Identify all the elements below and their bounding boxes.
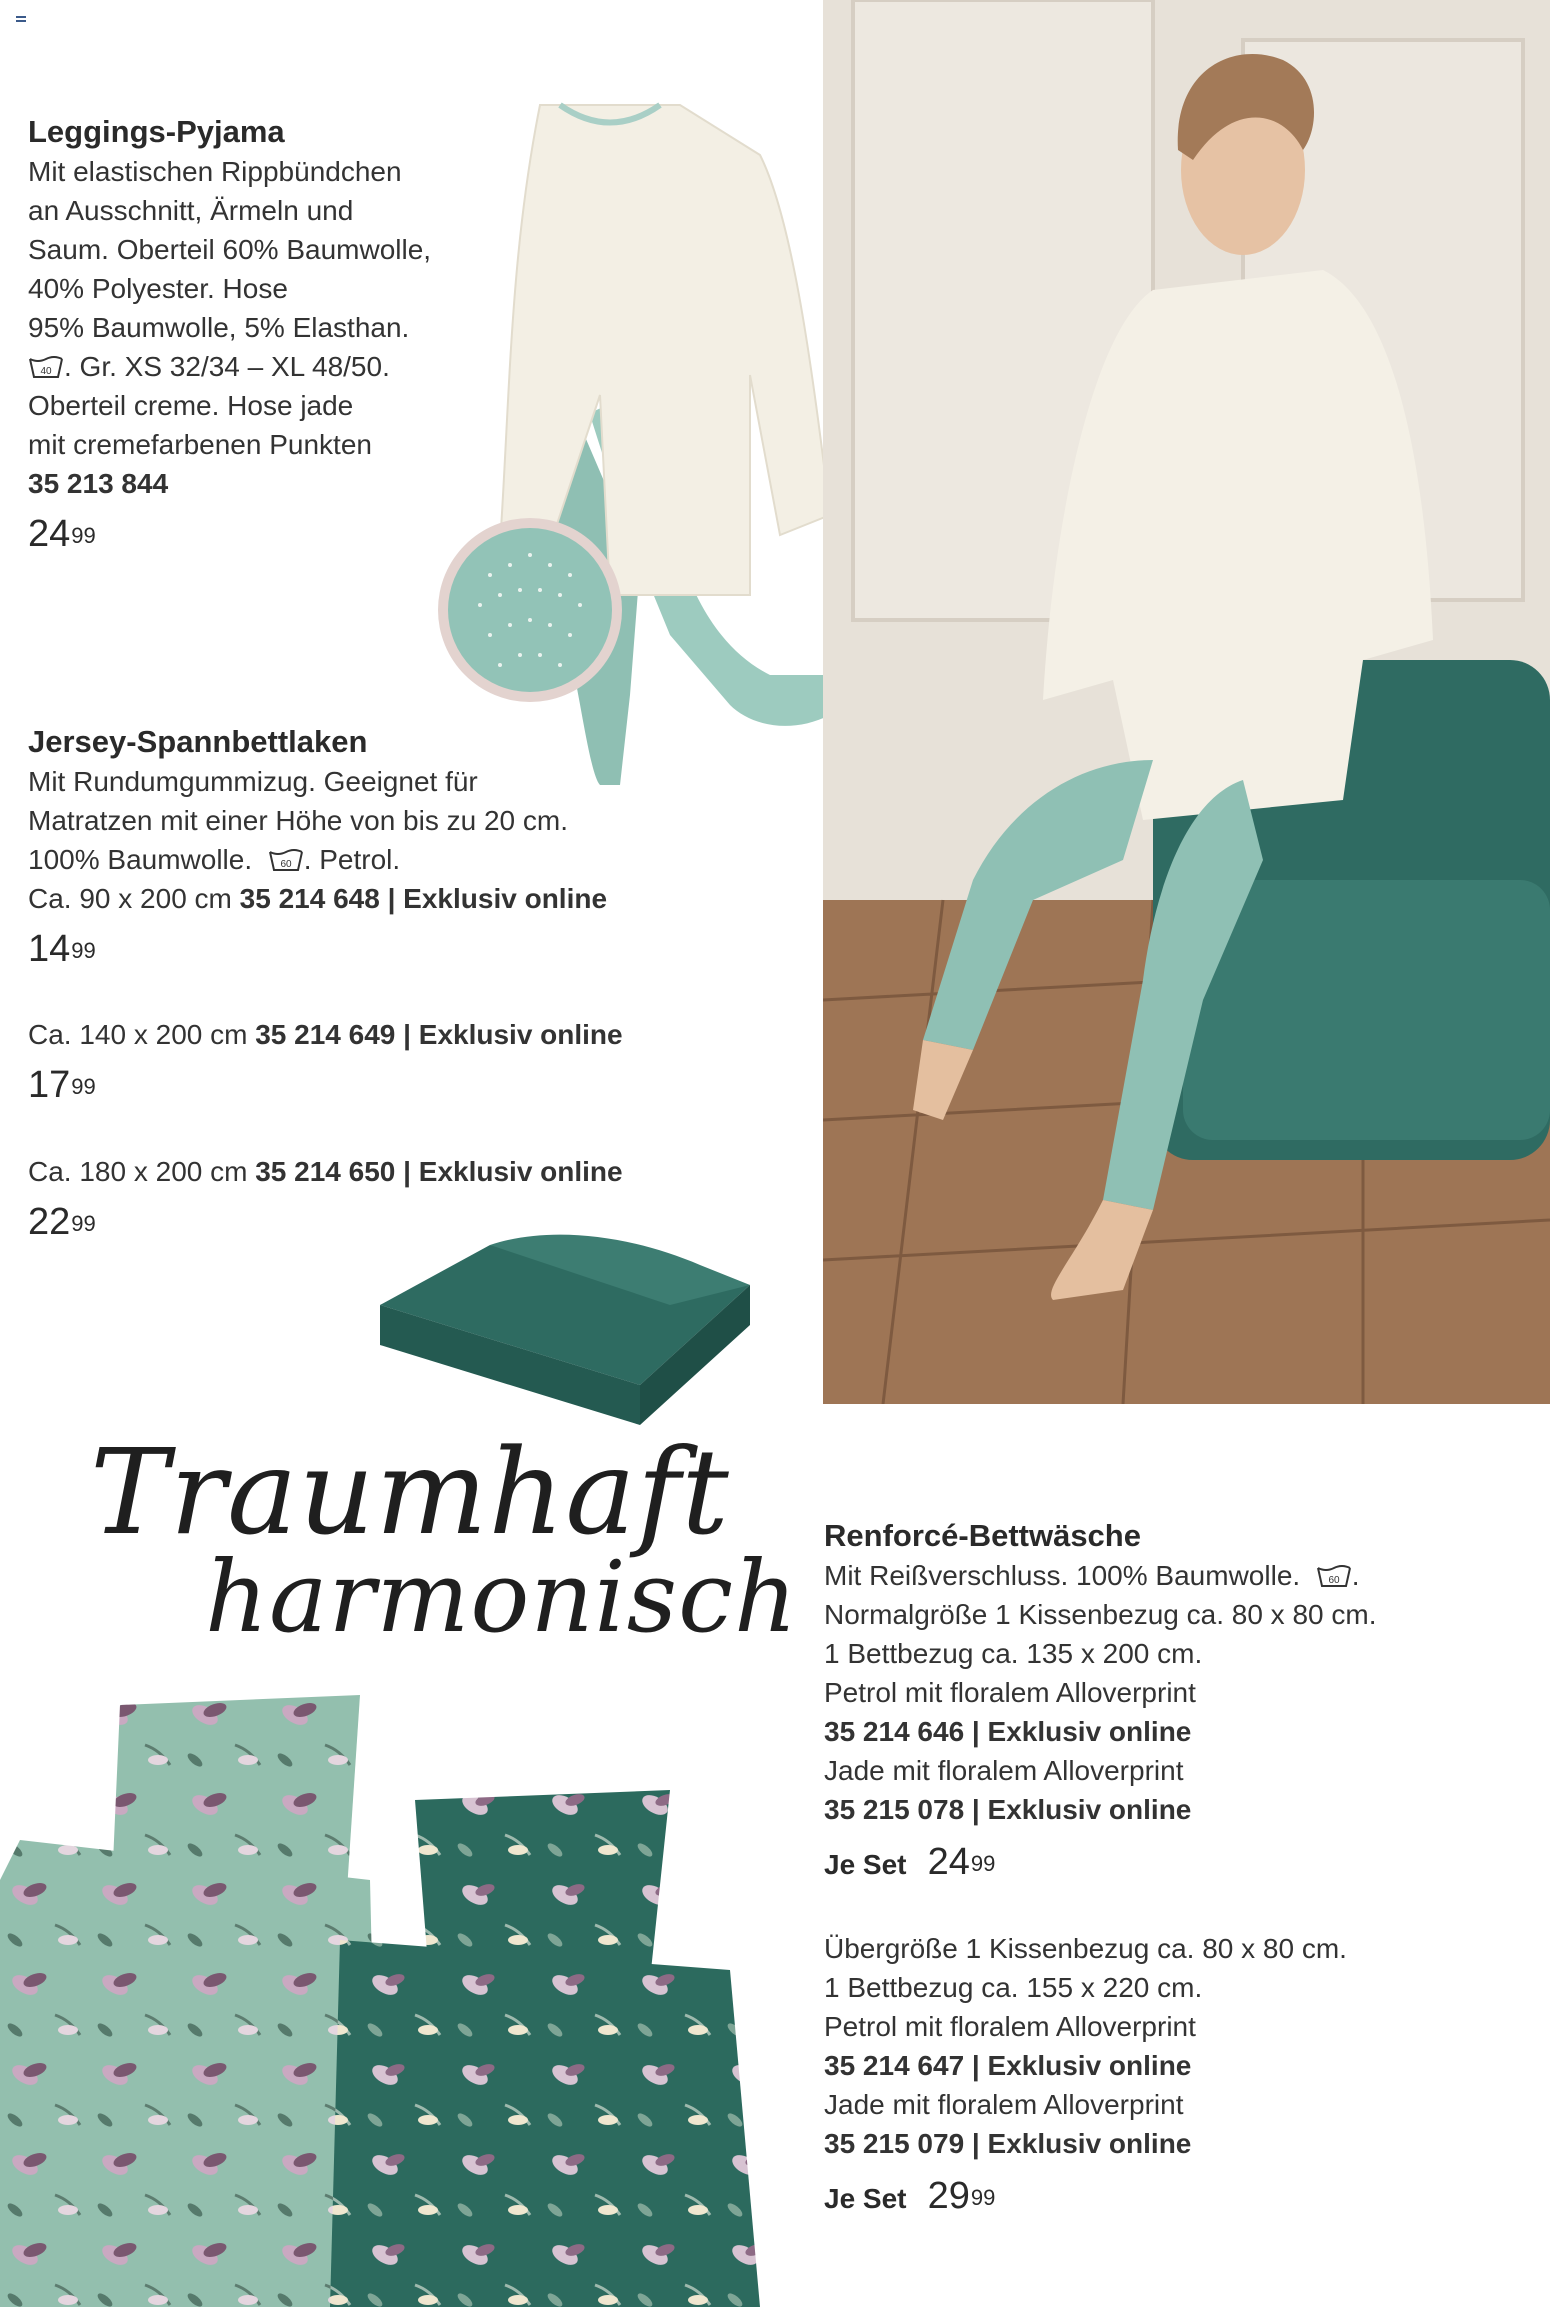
model-photo: [823, 0, 1550, 1404]
sheet-description: [28, 722, 607, 972]
sheet-variant-line: Ca. 180 x 200 cm 35 214 650 | Exklusiv online: [28, 1156, 623, 1187]
menu-icon[interactable]: [16, 16, 28, 26]
bedding-article: 35 214 646 | Exklusiv online: [824, 1716, 1192, 1747]
bedding-article: 35 214 647 | Exklusiv online: [824, 2050, 1192, 2081]
headline-line2: harmonisch: [205, 1541, 799, 1655]
bedding-line: 1 Bettbezug ca. 135 x 200 cm.: [824, 1638, 1203, 1669]
bedding-article: 35 215 078 | Exklusiv online: [824, 1794, 1192, 1825]
bedding-line: 1 Bettbezug ca. 155 x 220 cm.: [824, 1972, 1203, 2003]
sheet-variant-line: Ca. 140 x 200 cm 35 214 649 | Exklusiv online: [28, 1019, 623, 1050]
sheet-line: 100% Baumwolle. 60 . Petrol.: [28, 844, 401, 875]
pyjama-product-image: [430, 95, 850, 795]
sheet-line: Mit Rundumgummizug. Geeignet für: [28, 766, 478, 797]
pyjama-line: Saum. Oberteil 60% Baumwolle,: [28, 234, 432, 265]
wash-60-icon: [1316, 1565, 1352, 1589]
fitted-sheet-image: [370, 1225, 760, 1425]
pyjama-description: [28, 112, 431, 557]
bedding-description: [824, 1516, 1376, 1888]
bedding-line: Jade mit floralem Alloverprint: [824, 2089, 1184, 2120]
headline-line1: Traumhaft: [90, 1423, 730, 1561]
pyjama-title: Leggings-Pyjama: [28, 114, 285, 149]
bedding-line: Normalgröße 1 Kissenbezug ca. 80 x 80 cm.: [824, 1599, 1377, 1630]
sheet-line: Matratzen mit einer Höhe von bis zu 20 cm.: [28, 805, 569, 836]
sheet-variant-2: [28, 1015, 623, 1108]
bedding-line: Jade mit floralem Alloverprint: [824, 1755, 1184, 1786]
pyjama-line: Mit elastischen Rippbündchen: [28, 156, 402, 187]
bedding-article: 35 215 079 | Exklusiv online: [824, 2128, 1192, 2159]
pyjama-line: Oberteil creme. Hose jade: [28, 390, 354, 421]
svg-text:60: 60: [280, 859, 292, 870]
sheet-variant-line: Ca. 90 x 200 cm 35 214 648 | Exklusiv online: [28, 883, 608, 914]
pyjama-line: 95% Baumwolle, 5% Elasthan.: [28, 312, 410, 343]
svg-text:40: 40: [40, 366, 52, 377]
wash-40-icon: [28, 356, 64, 380]
bedding-image: [0, 1690, 760, 2307]
bedding-price: Je Set $24^{99}$: [824, 1841, 996, 1883]
pyjama-article-number: 35 213 844: [28, 468, 169, 499]
pyjama-price: $24^{99}$: [28, 513, 96, 555]
sheet-price: $17^{99}$: [28, 1064, 96, 1106]
bedding-oversize: [824, 1929, 1347, 2222]
bedding-line: Petrol mit floralem Alloverprint: [824, 1677, 1196, 1708]
pyjama-line: mit cremefarbenen Punkten: [28, 429, 372, 460]
svg-text:60: 60: [1328, 1575, 1340, 1586]
bedding-line: Petrol mit floralem Alloverprint: [824, 2011, 1196, 2042]
pyjama-line: 40% Polyester. Hose: [28, 273, 288, 304]
pyjama-line: an Ausschnitt, Ärmeln und: [28, 195, 354, 226]
bedding-line: Mit Reißverschluss. 100% Baumwolle. 60 .: [824, 1560, 1360, 1591]
sheet-price: $22^{99}$: [28, 1201, 96, 1243]
bedding-line: Übergröße 1 Kissenbezug ca. 80 x 80 cm.: [824, 1933, 1347, 1964]
pyjama-line: 40 . Gr. XS 32/34 – XL 48/50.: [28, 347, 431, 386]
wash-60-icon: [268, 849, 304, 873]
bedding-price: Je Set $29^{99}$: [824, 2175, 996, 2217]
sheet-title: Jersey-Spannbettlaken: [28, 724, 368, 759]
sheet-price: $14^{99}$: [28, 928, 96, 970]
bedding-title: Renforcé-Bettwäsche: [824, 1518, 1141, 1553]
